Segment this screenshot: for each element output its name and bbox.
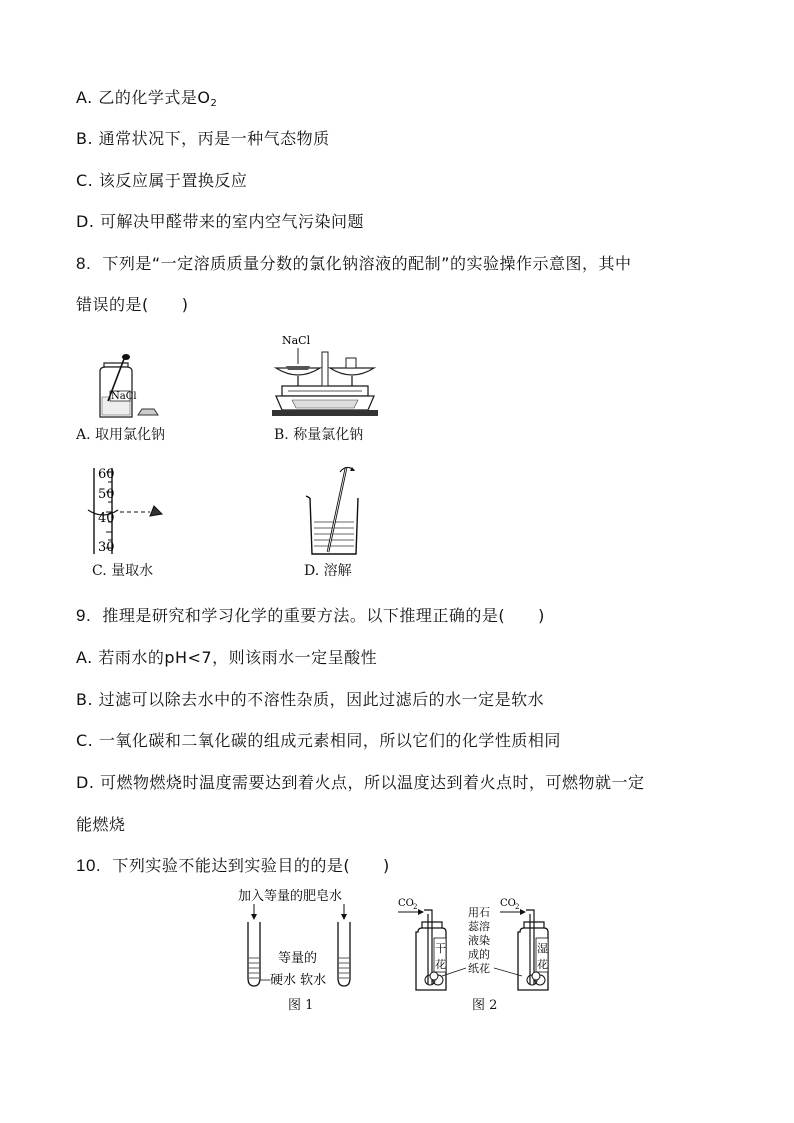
q9-option-c: C. 一氧化碳和二氧化碳的组成元素相同，所以它们的化学性质相同 xyxy=(76,731,561,750)
svg-text:花: 花 xyxy=(537,958,548,971)
svg-text:蕊溶: 蕊溶 xyxy=(468,920,490,933)
svg-text:50: 50 xyxy=(98,487,115,502)
figure-cylinder xyxy=(86,466,176,558)
svg-text:干: 干 xyxy=(435,942,446,955)
q9-stem: 9. 推理是研究和学习化学的重要方法。以下推理正确的是( ) xyxy=(76,606,545,625)
q8-stem: 8. 下列是“一定溶质质量分数的氯化钠溶液的配制”的实验操作示意图，其中 xyxy=(76,254,632,273)
figure-beaker xyxy=(302,462,366,558)
svg-text:NaCl: NaCl xyxy=(111,391,137,402)
figure-take-nacl xyxy=(88,353,168,423)
svg-text:CO: CO xyxy=(500,898,516,909)
svg-text:液染: 液染 xyxy=(468,934,490,947)
svg-text:CO: CO xyxy=(398,898,414,909)
q9-option-d-cont: 能燃烧 xyxy=(76,815,126,834)
figure-1-test-tubes xyxy=(236,886,366,1010)
svg-text:NaCl: NaCl xyxy=(282,334,311,347)
q7-option-a: A. 乙的化学式是$O_2$ xyxy=(76,88,218,109)
svg-text:等量的: 等量的 xyxy=(278,951,318,966)
svg-text:30: 30 xyxy=(98,540,115,555)
svg-text:2: 2 xyxy=(413,903,418,911)
svg-text:40: 40 xyxy=(98,511,115,526)
q7-option-b: B. 通常状况下，丙是一种气态物质 xyxy=(76,129,330,148)
q9-option-d: D. 可燃物燃烧时温度需要达到着火点，所以温度达到着火点时，可燃物就一定 xyxy=(76,773,645,792)
caption-figure-1: 图 1 xyxy=(288,998,314,1013)
svg-text:60: 60 xyxy=(98,467,115,482)
caption-figure-2: 图 2 xyxy=(472,998,498,1013)
figure-balance xyxy=(268,330,378,422)
figure-2-co2-bottles xyxy=(396,892,566,996)
svg-text:加入等量的肥皂水: 加入等量的肥皂水 xyxy=(238,889,343,904)
caption-fig-b: B. 称量氯化钠 xyxy=(274,427,364,443)
svg-text:纸花: 纸花 xyxy=(468,962,490,975)
q8-stem-cont: 错误的是( ) xyxy=(76,295,189,314)
svg-text:2: 2 xyxy=(515,903,520,911)
q10-stem: 10. 下列实验不能达到实验目的的是( ) xyxy=(76,856,390,875)
svg-text:硬水 软水: 硬水 软水 xyxy=(270,973,327,988)
q9-option-b: B. 过滤可以除去水中的不溶性杂质，因此过滤后的水一定是软水 xyxy=(76,690,545,709)
svg-text:成的: 成的 xyxy=(468,948,490,961)
svg-text:花: 花 xyxy=(435,958,446,971)
svg-text:用石: 用石 xyxy=(468,906,490,919)
caption-fig-a: A. 取用氯化钠 xyxy=(76,427,166,443)
caption-fig-c: C. 量取水 xyxy=(92,563,154,579)
caption-fig-d: D. 溶解 xyxy=(304,563,352,579)
q7-option-d: D. 可解决甲醛带来的室内空气污染问题 xyxy=(76,212,364,231)
q7-option-c: C. 该反应属于置换反应 xyxy=(76,171,248,190)
q9-option-a: A. 若雨水的pH<7，则该雨水一定呈酸性 xyxy=(76,648,378,667)
svg-text:湿: 湿 xyxy=(537,942,548,955)
